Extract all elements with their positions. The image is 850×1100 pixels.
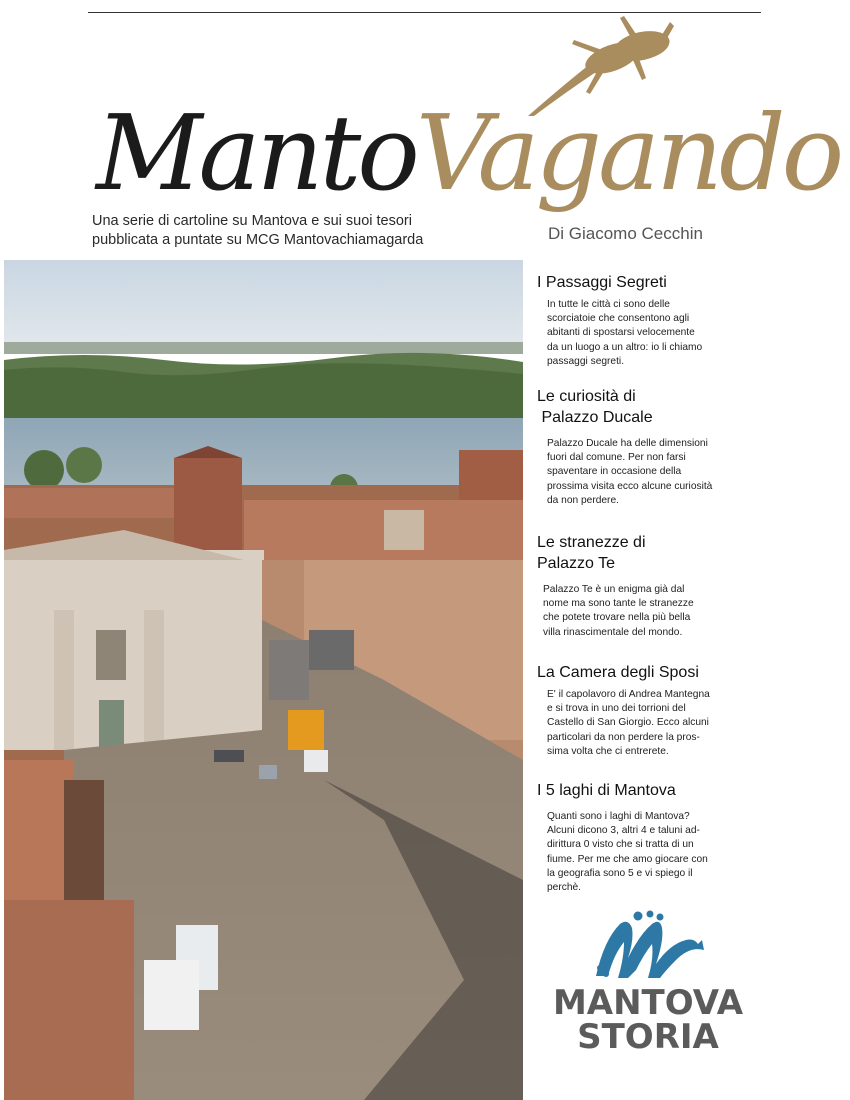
article-palazzo-te[interactable] [537, 532, 747, 640]
article-summary: In tutte le città ci sono delle scorciatoie che consentono agli abitanti di spostarsi velocemente da un luogo a un altro: io li chiamo passaggi segreti. [547, 299, 703, 367]
article-passaggi-segreti[interactable] [537, 272, 747, 369]
article-laghi-di-mantova[interactable] [537, 780, 747, 895]
article-title: Le stranezze di Palazzo Te [537, 534, 646, 572]
masthead-title-part1: Manto [96, 92, 416, 214]
tagline-line-2: pubblicata a puntate su MCG Mantovachiamagarda [92, 232, 424, 248]
article-title: La Camera degli Sposi [537, 664, 699, 681]
cover-photo [4, 260, 523, 1100]
article-summary: E' il capolavoro di Andrea Mantegna e si trova in uno dei torrioni del Castello di San Giorgio. Ecco alcuni particolari da non perdere la pros- sima volta che ci entrerete. [547, 689, 710, 757]
logo-text-line2: STORIA [577, 1017, 719, 1057]
article-summary: Palazzo Ducale ha delle dimensioni fuori dal comune. Per non farsi spaventare in occasione della prossima visita ecco alcune curiosità da non perdere. [547, 438, 713, 506]
article-summary: Palazzo Te è un enigma già dal nome ma sono tante le stranezze che potete trovare nella più bella villa rinascimentale del mondo. [543, 584, 694, 638]
article-title: I 5 laghi di Mantova [537, 782, 676, 799]
tagline-line-1: Una serie di cartoline su Mantova e sui suoi tesori [92, 213, 412, 229]
masthead-title [96, 78, 841, 228]
mantova-storia-logo [548, 910, 748, 1060]
article-title: I Passaggi Segreti [537, 274, 667, 291]
masthead-title-part2: Vagando [415, 92, 841, 214]
article-camera-degli-sposi[interactable] [537, 662, 747, 759]
mantova-storia-m-icon [590, 910, 710, 982]
tagline [92, 212, 512, 250]
byline: Di Giacomo Cecchin [548, 224, 703, 243]
article-title: Le curiosità di Palazzo Ducale [537, 388, 653, 426]
article-summary: Quanti sono i laghi di Mantova? Alcuni dicono 3, altri 4 e taluni ad- dirittura 0 visto che si tratta di un fiume. Per me che amo giocare con la geografia sono 5 e vi spiego il perchè. [547, 811, 708, 894]
logo-text-line1: MANTOVA [552, 983, 744, 1023]
article-palazzo-ducale[interactable] [537, 386, 747, 508]
